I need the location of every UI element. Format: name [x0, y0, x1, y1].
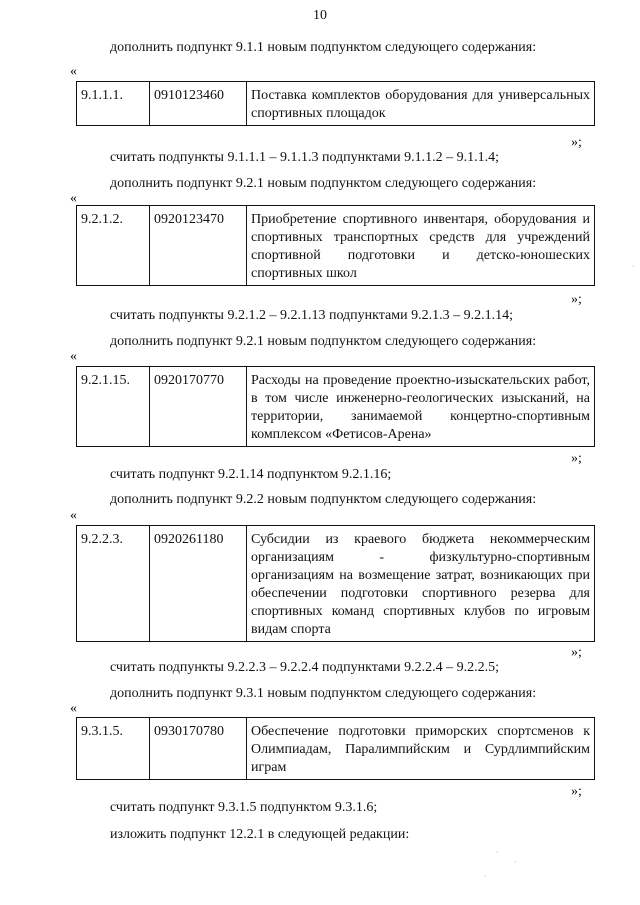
open-quote-5: «: [70, 701, 77, 716]
renumber-text-5: считать подпункт 9.3.1.5 подпунктом 9.3.1.6;: [110, 800, 378, 815]
scan-speck: ·: [632, 262, 635, 271]
intro-text-3: дополнить подпункт 9.2.1 новым подпунктом следующего содержания:: [110, 334, 537, 349]
intro-text-1: дополнить подпункт 9.1.1 новым подпунктом следующего содержания:: [110, 40, 537, 55]
final-instruction: изложить подпункт 12.2.1 в следующей редакции:: [110, 827, 410, 842]
table-row: [77, 206, 595, 286]
close-quote-2: »;: [571, 292, 582, 307]
table-row: [77, 367, 595, 447]
table-row: [77, 718, 595, 780]
amendment-table-1: [76, 81, 595, 126]
item-description: Расходы на проведение проектно-изыскательских работ, в том числе инженерно-геологических изысканий, на территории, занимаемой концертно-спортивным комплексом «Фетисов-Арена»: [247, 367, 595, 447]
amendment-table-3: [76, 366, 595, 447]
close-quote-3: »;: [571, 451, 582, 466]
item-code: 0920123470: [150, 206, 247, 286]
table-row: [77, 526, 595, 642]
amendment-table-2: [76, 205, 595, 286]
item-description: Приобретение спортивного инвентаря, оборудования и спортивных транспортных средств для учреждений спортивной подготовки и детско-юношеских спортивных школ: [247, 206, 595, 286]
intro-text-2: дополнить подпункт 9.2.1 новым подпунктом следующего содержания:: [110, 176, 537, 191]
scan-speck: ·: [484, 872, 487, 881]
item-code: 0930170780: [150, 718, 247, 780]
item-code: 0920170770: [150, 367, 247, 447]
close-quote-4: »;: [571, 645, 582, 660]
item-number: 9.3.1.5.: [77, 718, 150, 780]
open-quote-3: «: [70, 349, 77, 364]
scan-speck: ·: [496, 848, 499, 857]
table-row: [77, 82, 595, 126]
item-number: 9.1.1.1.: [77, 82, 150, 126]
intro-text-4: дополнить подпункт 9.2.2 новым подпунктом следующего содержания:: [110, 492, 537, 507]
item-description: Субсидии из краевого бюджета некоммерческим организациям - физкультурно-спортивным организациям на возмещение затрат, возникающих при обеспечении подготовки спортивного резерва для спортивных команд спортивных клубов по игровым видам спорта: [247, 526, 595, 642]
item-description: Обеспечение подготовки приморских спортсменов к Олимпиадам, Паралимпийским и Сурдлимпийским играм: [247, 718, 595, 780]
item-number: 9.2.2.3.: [77, 526, 150, 642]
open-quote-4: «: [70, 508, 77, 523]
item-code: 0920261180: [150, 526, 247, 642]
renumber-text-3: считать подпункт 9.2.1.14 подпунктом 9.2.1.16;: [110, 467, 392, 482]
item-number: 9.2.1.2.: [77, 206, 150, 286]
item-number: 9.2.1.15.: [77, 367, 150, 447]
close-quote-1: »;: [571, 135, 582, 150]
open-quote-1: «: [70, 64, 77, 79]
renumber-text-4: считать подпункты 9.2.2.3 – 9.2.2.4 подпунктами 9.2.2.4 – 9.2.2.5;: [110, 660, 500, 675]
intro-text-5: дополнить подпункт 9.3.1 новым подпунктом следующего содержания:: [110, 686, 537, 701]
page-number: 10: [313, 8, 327, 23]
item-code: 0910123460: [150, 82, 247, 126]
close-quote-5: »;: [571, 784, 582, 799]
amendment-table-4: [76, 525, 595, 642]
amendment-table-5: [76, 717, 595, 780]
renumber-text-1: считать подпункты 9.1.1.1 – 9.1.1.3 подпунктами 9.1.1.2 – 9.1.1.4;: [110, 150, 500, 165]
item-description: Поставка комплектов оборудования для универсальных спортивных площадок: [247, 82, 595, 126]
renumber-text-2: считать подпункты 9.2.1.2 – 9.2.1.13 подпунктами 9.2.1.3 – 9.2.1.14;: [110, 308, 514, 323]
scan-speck: ·: [514, 858, 517, 867]
open-quote-2: «: [70, 191, 77, 206]
